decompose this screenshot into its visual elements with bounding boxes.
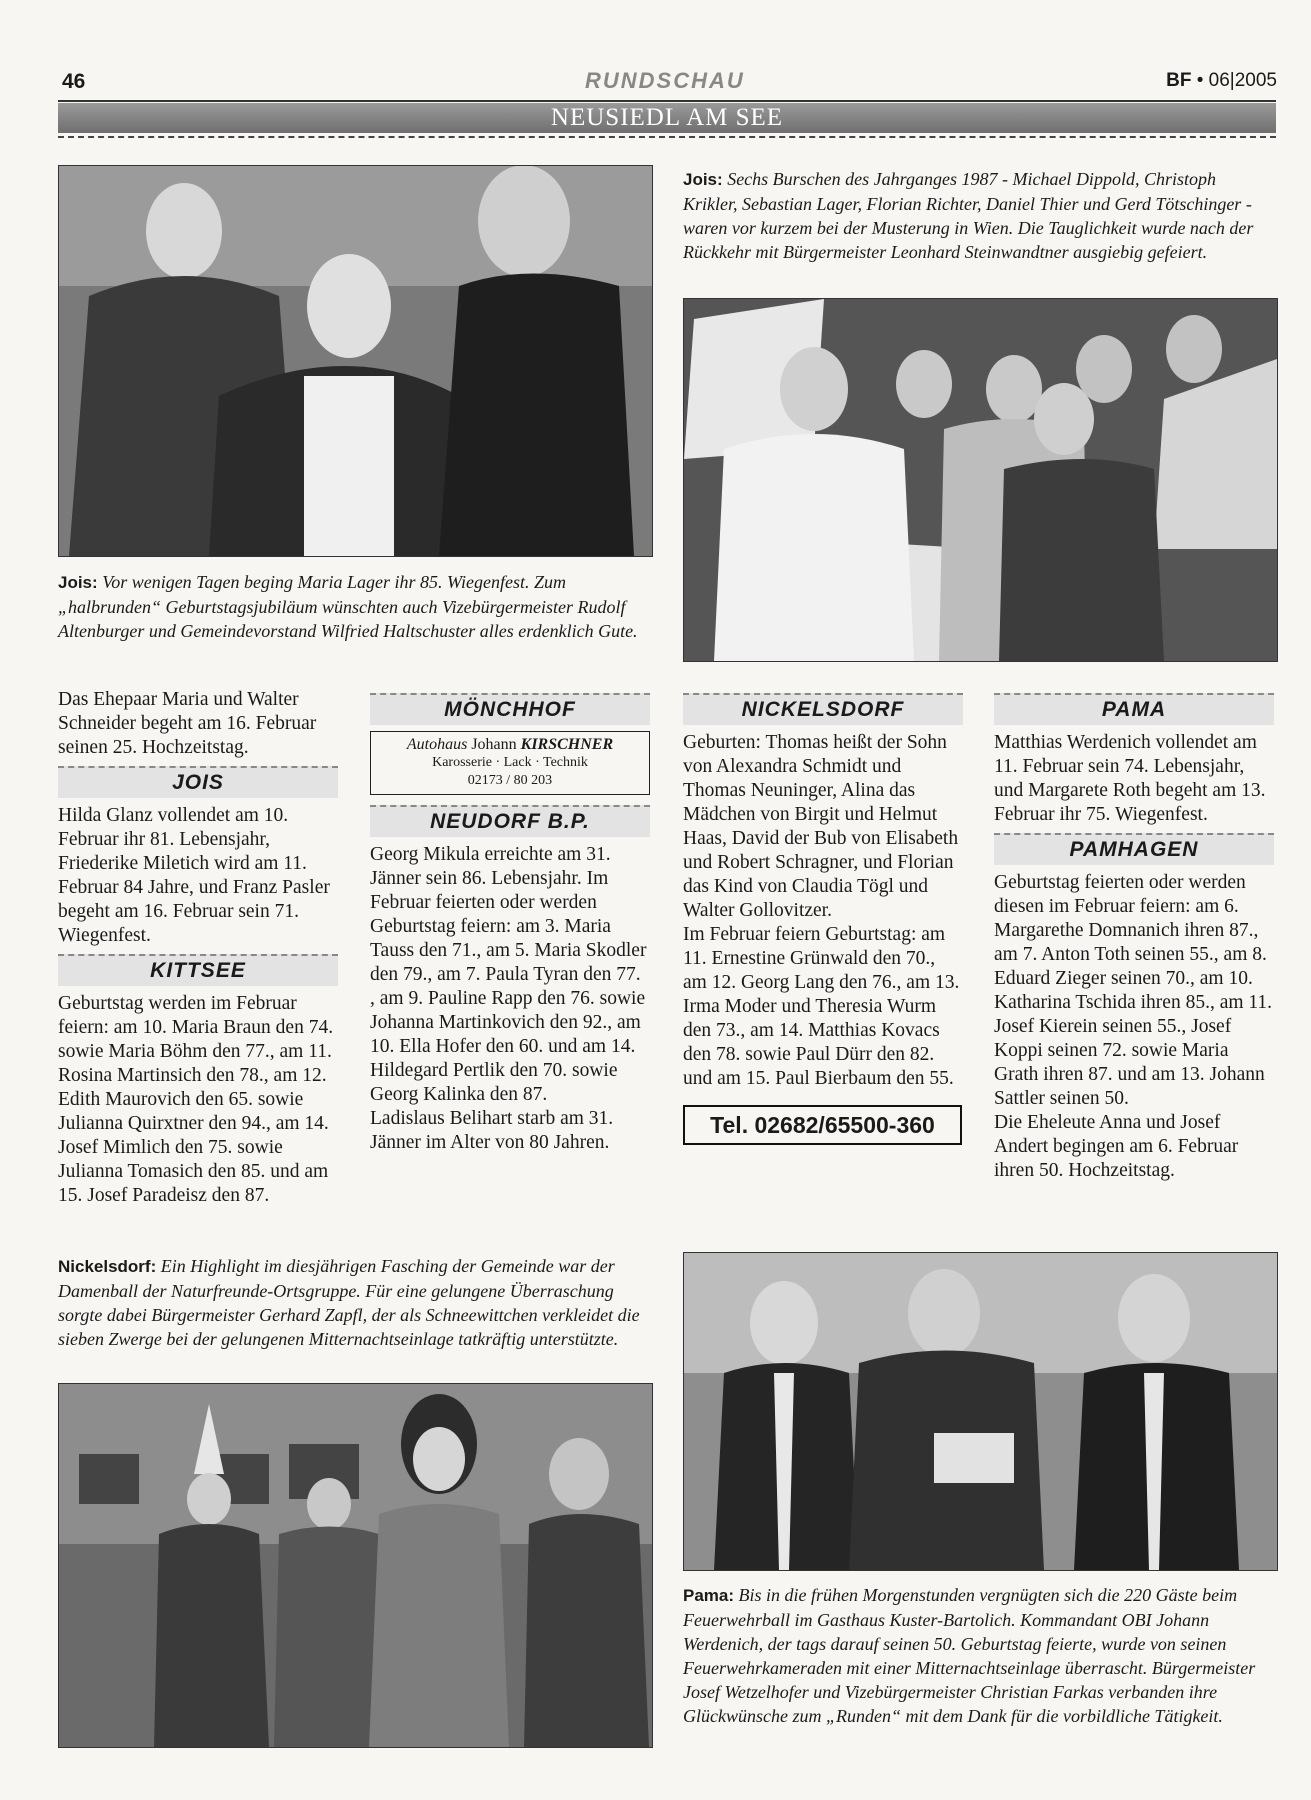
pama-birthdays: Matthias Werdenich vollendet am 11. Februar sein 74. Lebensjahr, und Margarete Roth begeht am 13. Februar ihr 75. Wiegenfest. (994, 732, 1266, 825)
caption-text: Bis in die frühen Morgenstunden vergnügten sich die 220 Gäste beim Feuerwehrball im Gasthaus Kuster-Bartolich. Kommandant OBI Johann Werdenich, der tags darauf seinen 50. Geburtstag feierte, wurde von seinen Feuerwehrkameraden mit einer Mitternachtseinlage überrascht. Bürgermeister Josef Wetzelhofer und Vizebürgermeister Christian Farkas verbanden ihre Glückwünsche zum „Runden“ mit dem Dank für die vorbildliche Tätigkeit. (683, 1585, 1256, 1726)
magazine-title: RUNDSCHAU (585, 68, 745, 93)
caption-lead: Nickelsdorf: (58, 1257, 157, 1276)
heading-pama: PAMA (994, 693, 1274, 725)
issue-number: 06|2005 (1208, 70, 1277, 91)
jois-birthdays: Hilda Glanz vollendet am 10. Februar ihr 81. Lebensjahr, Friederike Miletich wird am 11. Februar 84 Jahre, und Franz Pasler begeht am 16. Februar sein 71. Wiegenfest. (58, 805, 330, 946)
ad-phone: 02173 / 80 203 (467, 773, 553, 788)
photo-musterung (683, 298, 1278, 662)
heading-jois: JOIS (58, 766, 338, 798)
neudorf-birthdays: Georg Mikula erreichte am 31. Jänner sein 86. Lebensjahr. Im Februar feierten oder werden Geburtstag feiern: am 3. Maria Tauss den 71., am 5. Maria Skodler den 79., am 7. Paula Tyran den 77. , am 9. Pauline Rapp den 76. sowie Johanna Martinkovich den 92., am 10. Ella Hofer den 60. und am 14. Hildegard Pertlik den 70. sowie Georg Kalinka den 87. (370, 844, 647, 1105)
nickelsdorf-births: Geburten: Thomas heißt der Sohn von Alexandra Schmidt und Thomas Neuninger, Alina das Mädchen von Birgit und Helmut Haas, David der Bub von Elisabeth und Robert Schragner, und Florian das Kind von Claudia Tögl und Walter Gollovitzer. (683, 732, 959, 921)
caption-text: Ein Highlight im diesjährigen Fasching der Gemeinde war der Damenball der Naturfreunde-Ortsgruppe. Für eine gelungene Überraschung sorgte dabei Bürgermeister Gerhard Zapfl, der als Schneewittchen verkleidet die sieben Zwerge bei der gelungenen Mitternachtseinlage tatkräftig unterstützte. (58, 1256, 640, 1349)
column-2 (370, 693, 650, 1155)
caption-text: Vor wenigen Tagen beging Maria Lager ihr 85. Wiegenfest. Zum „halbrunden“ Geburtstagsjubiläum wünschten auch Vizebürgermeister Rudolf Altenburger und Gemeindevorstand Wilfried Haltschuster alles erdenklich Gute. (58, 572, 638, 641)
ad-services: Karosserie · Lack · Technik (432, 755, 588, 770)
photo-damenball (58, 1383, 653, 1748)
schneider-anniversary: Das Ehepaar Maria und Walter Schneider begeht am 16. Februar seinen 25. Hochzeitstag. (58, 689, 317, 758)
caption-lead: Jois: (58, 573, 98, 592)
ad-autohaus-kirschner (370, 731, 650, 795)
caption-lead: Pama: (683, 1586, 735, 1605)
caption-jois-maria (58, 570, 648, 643)
neudorf-obituary: Ladislaus Belihart starb am 31. Jänner im Alter von 80 Jahren. (370, 1108, 614, 1153)
caption-jois-musterung (683, 167, 1273, 264)
photo-feuerwehrball (683, 1252, 1278, 1571)
kittsee-birthdays: Geburtstag werden im Februar feiern: am 10. Maria Braun den 74. sowie Maria Böhm den 77., am 11. Rosina Martinsich den 78., am 12. Edith Maurovich den 65. sowie Julianna Quirxtner den 94., am 14. Josef Mimlich den 75. sowie Julianna Tomasich den 85. und am 15. Josef Paradeisz den 87. (58, 993, 334, 1206)
page-number: 46 (62, 70, 86, 93)
heading-pamhagen: PAMHAGEN (994, 833, 1274, 865)
dashed-divider (58, 136, 1276, 138)
pamhagen-anniversary: Die Eheleute Anna und Josef Andert begingen am 6. Februar ihren 50. Hochzeitstag. (994, 1112, 1239, 1181)
column-1 (58, 688, 338, 1208)
ad-headline: Autohaus Johann KIRSCHNER (406, 736, 614, 753)
heading-neudorf: NEUDORF B.P. (370, 805, 650, 837)
region-banner (58, 103, 1276, 133)
heading-nickelsdorf: NICKELSDORF (683, 693, 963, 725)
caption-pama-feuerwehrball (683, 1583, 1273, 1728)
region-title: NEUSIEDL AM SEE (550, 104, 784, 131)
header-rule (58, 100, 1276, 102)
pamhagen-birthdays: Geburtstag feierten oder werden diesen im Februar feiern: am 6. Margarethe Domnanich ihren 87., am 7. Anton Toth seinen 55., am 8. Eduard Zieger seinen 70., am 10. Katharina Tschida ihren 85., am 11. Josef Kierein seinen 55., Josef Koppi seinen 72. sowie Maria Grath ihren 87. und am 13. Johann Sattler seinen 50. (994, 872, 1273, 1109)
phone-box: Tel. 02682/65500-360 (683, 1105, 962, 1145)
column-4 (994, 693, 1274, 1183)
nickelsdorf-birthdays: Im Februar feiern Geburtstag: am 11. Ernestine Grünwald den 70., am 12. Georg Lang den 76., am 13. Irma Moder und Theresia Wurm den 73., am 14. Matthias Kovacs den 78. sowie Paul Dürr den 82. und am 15. Paul Bierbaum den 55. (683, 924, 960, 1089)
caption-lead: Jois: (683, 170, 723, 189)
caption-text: Sechs Burschen des Jahrganges 1987 - Michael Dippold, Christoph Krikler, Sebastian Lager, Florian Richter, Daniel Thier und Gerd Tötschinger - waren vor kurzem bei der Musterung in Wien. Die Tauglichkeit wurde nach der Rückkehr mit Bürgermeister Leonhard Steinwandtner ausgiebig gefeiert. (683, 169, 1254, 262)
issue-prefix: BF (1166, 70, 1192, 91)
photo-maria-lager (58, 165, 653, 557)
heading-moenchhof: MÖNCHHOF (370, 693, 650, 725)
heading-kittsee: KITTSEE (58, 954, 338, 986)
issue-label: BF • 06|2005 (1166, 70, 1277, 91)
column-3 (683, 693, 963, 1145)
caption-nickelsdorf-fasching (58, 1254, 648, 1351)
